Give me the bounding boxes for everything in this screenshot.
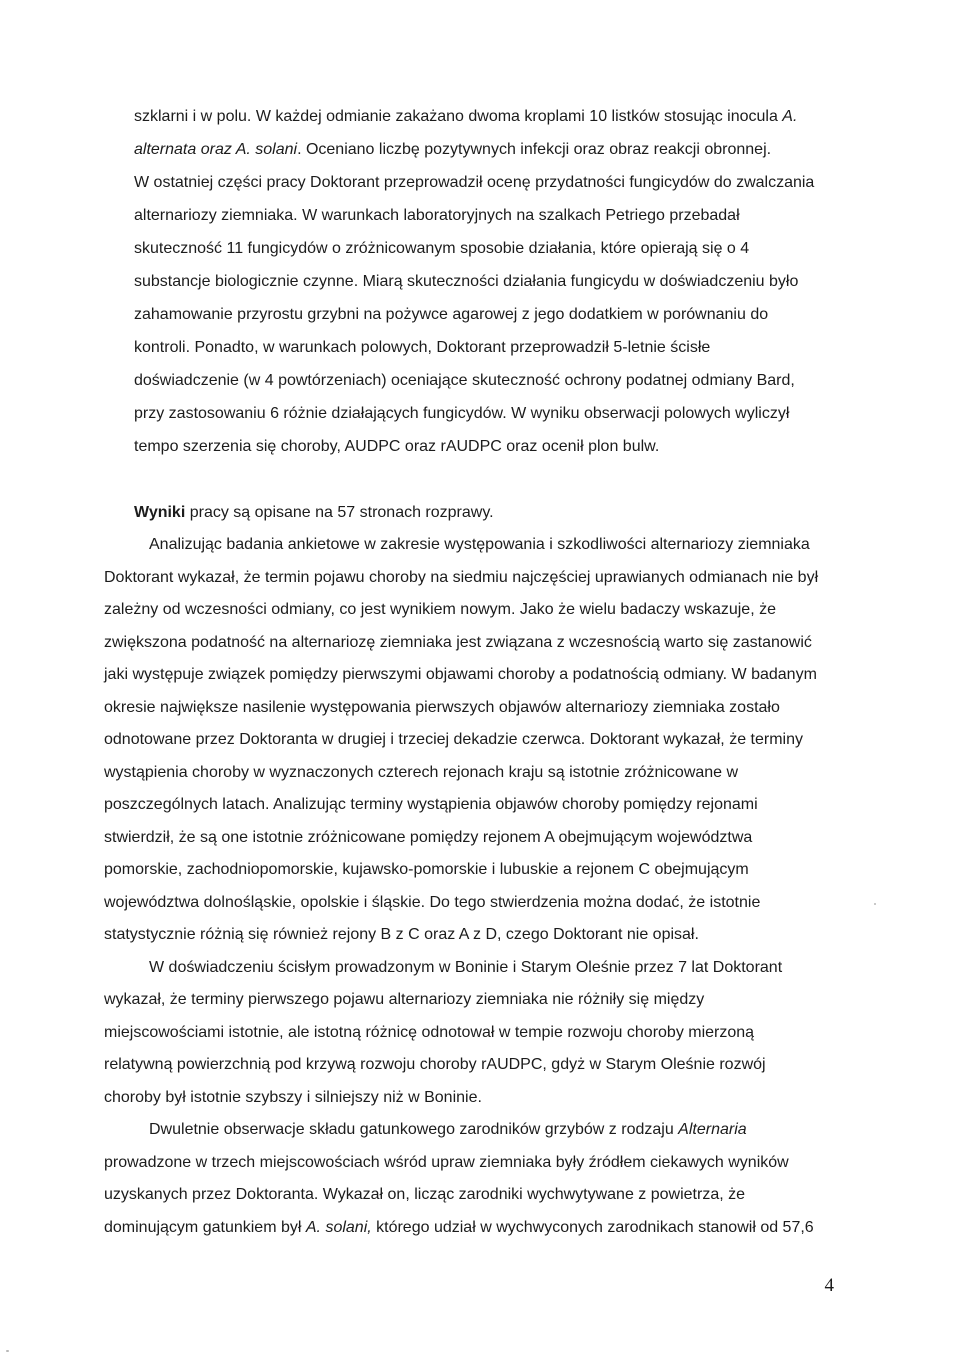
text-line: poszczególnych latach. Analizując terminy wystąpienia objawów choroby pomiędzy rejonami: [104, 796, 758, 813]
text-line: jaki występuje związek pomiędzy pierwszymi objawami choroby a podatnością odmiany. W badanym: [104, 666, 817, 683]
text-line: relatywną powierzchnią pod krzywą rozwoju choroby rAUDPC, gdyż w Starym Oleśnie rozwój: [104, 1056, 766, 1073]
text-line: [149, 1120, 747, 1140]
text-line: substancje biologicznie czynne. Miarą skuteczności działania fungicydu w doświadczeniu było: [134, 273, 799, 290]
text-span: . Oceniano liczbę pozytywnych infekcji oraz obraz reakcji obronnej.: [297, 141, 772, 158]
species-name: A. solani,: [305, 1219, 372, 1236]
text-line: tempo szerzenia się choroby, AUDPC oraz rAUDPC oraz ocenił plon bulw.: [134, 438, 660, 455]
species-name: alternata oraz A. solani: [134, 141, 298, 158]
text-line: skuteczność 11 fungicydów o zróżnicowanym sposobie działania, które opierają się o 4: [134, 240, 750, 257]
text-line: zależny od wczesności odmiany, co jest wynikiem nowym. Jako że wielu badaczy wskazuje, że: [104, 601, 776, 618]
text-line: Analizując badania ankietowe w zakresie występowania i szkodliwości alternariozy ziemniaka: [149, 536, 810, 553]
text-line: Doktorant wykazał, że termin pojawu choroby na siedmiu najczęściej uprawianych odmianach nie był: [104, 569, 819, 586]
text-line: odnotowane przez Doktoranta w drugiej i trzeciej dekadzie czerwca. Doktorant wykazał, że terminy: [104, 731, 803, 748]
text-line: pomorskie, zachodniopomorskie, kujawsko-pomorskie i lubuskie a rejonem C obejmującym: [104, 861, 749, 878]
scan-speck: [874, 903, 876, 905]
species-name: A.: [782, 108, 798, 125]
scan-speck: [6, 1350, 9, 1352]
text-line: [104, 1218, 814, 1238]
text-span: Dwuletnie obserwacje składu gatunkowego zarodników grzybów z rodzaju: [149, 1121, 679, 1138]
genus-name: Alternaria: [678, 1121, 747, 1138]
text-line: alternariozy ziemniaka. W warunkach laboratoryjnych na szalkach Petriego przebadał: [134, 207, 740, 224]
text-line: prowadzone w trzech miejscowościach wśród upraw ziemniaka były źródłem ciekawych wyników: [104, 1154, 789, 1171]
text-line: W ostatniej części pracy Doktorant przeprowadził ocenę przydatności fungicydów do zwalczania: [134, 174, 815, 191]
results-heading: [134, 503, 494, 523]
text-line: okresie największe nasilenie występowania pierwszych objawów alternariozy ziemniaka zostało: [104, 699, 780, 716]
text-line: zwiększona podatność na alternariozę ziemniaka jest związana z wczesnością warto się zastanowić: [104, 634, 812, 651]
text-span: szklarni i w polu. W każdej odmianie zakażano dwoma kroplami 10 listków stosując inocula: [134, 108, 783, 125]
text-line: doświadczenie (w 4 powtórzeniach) oceniające skuteczność ochrony podatnej odmiany Bard,: [134, 372, 795, 389]
text-line: [134, 140, 771, 160]
text-line: stwierdził, że są one istotnie zróżnicowane pomiędzy rejonem A obejmującym województwa: [104, 829, 753, 846]
text-line: W doświadczeniu ścisłym prowadzonym w Boninie i Starym Oleśnie przez 7 lat Doktorant: [149, 959, 783, 976]
text-span: pracy są opisane na 57 stronach rozprawy.: [185, 504, 494, 521]
text-line: kontroli. Ponadto, w warunkach polowych, Doktorant przeprowadził 5-letnie ścisłe: [134, 339, 711, 356]
text-line: statystycznie różnią się również rejony B z C oraz A z D, czego Doktorant nie opisał.: [104, 926, 699, 943]
text-line: przy zastosowaniu 6 różnie działających fungicydów. W wyniku obserwacji polowych wyliczył: [134, 405, 790, 422]
text-line: wykazał, że terminy pierwszego pojawu alternariozy ziemniaka nie różniły się między: [104, 991, 705, 1008]
text-line: [134, 107, 797, 127]
page-number: 4: [824, 1275, 834, 1296]
text-line: zahamowanie przyrostu grzybni na pożywce agarowej z jego dodatkiem w porównaniu do: [134, 306, 769, 323]
results-heading-bold: Wyniki: [134, 504, 186, 521]
text-line: wystąpienia choroby w wyznaczonych czterech rejonach kraju są istotnie zróżnicowane w: [104, 764, 739, 781]
text-line: miejscowościami istotnie, ale istotną różnicę odnotował w tempie rozwoju choroby mierzoną: [104, 1024, 755, 1041]
text-line: województwa dolnośląskie, opolskie i śląskie. Do tego stwierdzenia można dodać, że istotnie: [104, 894, 761, 911]
text-line: choroby był istotnie szybszy i silniejszy niż w Boninie.: [104, 1089, 482, 1106]
text-span: dominującym gatunkiem był: [104, 1219, 306, 1236]
text-span: którego udział w wychwyconych zarodnikach stanowił od 57,6: [371, 1219, 814, 1236]
text-line: uzyskanych przez Doktoranta. Wykazał on, licząc zarodniki wychwytywane z powietrza, że: [104, 1186, 745, 1203]
